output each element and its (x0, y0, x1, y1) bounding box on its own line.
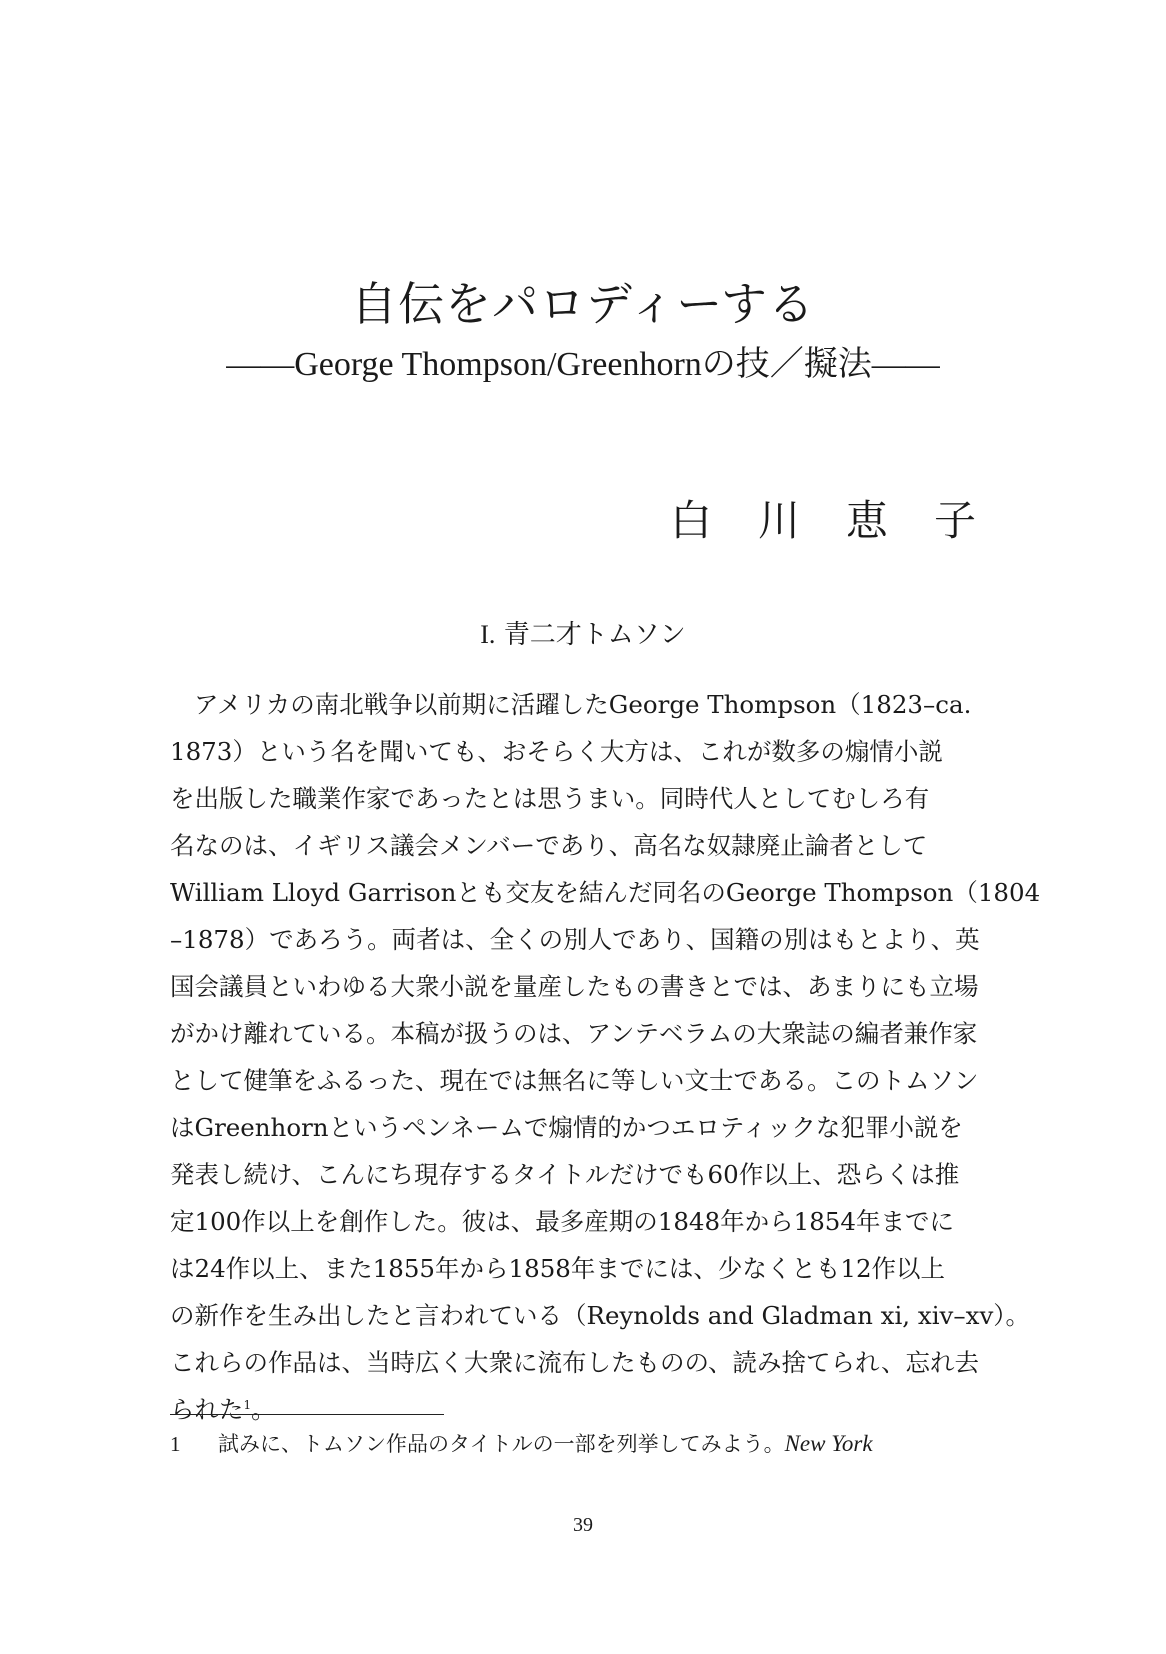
body-line-end: 。 (251, 1395, 276, 1424)
body-line: 発表し続け、こんにち現存するタイトルだけでも60作以上、恐らくは推 (170, 1160, 960, 1189)
article-subtitle: ――George Thompson/Greenhornの技／擬法―― (226, 346, 940, 383)
section-heading (0, 614, 1166, 651)
footnote-number: 1 (170, 1432, 181, 1456)
footnote-reference[interactable]: 1 (243, 1397, 252, 1412)
body-line: 定100作以上を創作した。彼は、最多産期の1848年から1854年までに (170, 1207, 954, 1236)
body-line: –1878）であろう。両者は、全くの別人であり、国籍の別はもとより、英 (170, 925, 980, 954)
body-line: はGreenhornというペンネームで煽情的かつエロティックな犯罪小説を (170, 1113, 963, 1142)
body-line: を出版した職業作家であったとは思うまい。同時代人としてむしろ有 (170, 784, 930, 813)
author-char: 白 (669, 496, 712, 545)
body-line: がかけ離れている。本稿が扱うのは、アンテベラムの大衆誌の編者兼作家 (170, 1019, 978, 1048)
footnote-italic: New York (784, 1431, 873, 1456)
body-line: として健筆をふるった、現在では無名に等しい文士である。このトムソン (170, 1066, 979, 1095)
body-line: 名なのは、イギリス議会メンバーであり、高名な奴隷廃止論者として (170, 831, 928, 860)
section-number: I. (480, 620, 496, 649)
body-line-text: られた (170, 1395, 244, 1424)
body-line: 国会議員といわゆる大衆小説を量産したもの書きとでは、あまりにも立場 (170, 972, 979, 1001)
author-name (624, 488, 976, 548)
page-number: 39 (573, 1514, 593, 1536)
body-line: これらの作品は、当時広く大衆に流布したものの、読み捨てられ、忘れ去 (170, 1348, 979, 1377)
body-line: 1873）という名を聞いても、おそらく大方は、これが数多の煽情小説 (170, 737, 943, 766)
body-line: の新作を生み出したと言われている（Reynolds and Gladman xi, xiv–xv）。 (170, 1301, 1031, 1330)
body-line: アメリカの南北戦争以前期に活躍したGeorge Thompson（1823–ca. (194, 690, 972, 719)
article-title: 自伝をパロディーする (350, 277, 816, 331)
footnote (170, 1428, 873, 1458)
author-char: 子 (933, 496, 976, 545)
footnote-rule (170, 1414, 444, 1415)
author-char: 恵 (845, 496, 888, 545)
body-line-last (170, 1386, 1010, 1433)
body-line: は24作以上、また1855年から1858年までには、少なくとも12作以上 (170, 1254, 946, 1283)
author-char: 川 (757, 496, 800, 545)
body-text (170, 681, 1041, 1433)
section-title: 青二才トムソン (503, 620, 686, 650)
footnote-text: 試みに、トムソン作品のタイトルの一部を列挙してみよう。 (218, 1432, 785, 1456)
body-line: William Lloyd Garrisonとも交友を結んだ同名のGeorge Thompson（1804 (170, 878, 1041, 907)
